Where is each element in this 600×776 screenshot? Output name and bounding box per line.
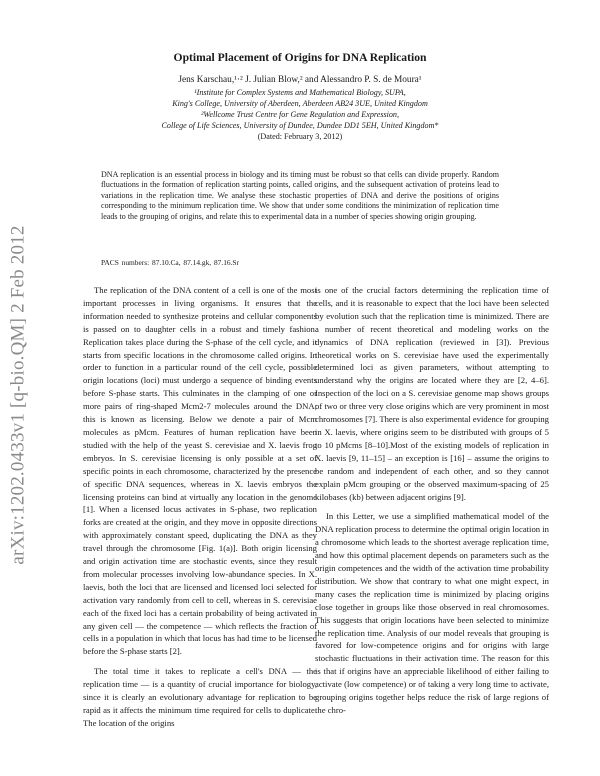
affiliation-line: ¹Institute for Complex Systems and Mathematical Biology, SUPA,: [194, 88, 406, 97]
paragraph: In this Letter, we use a simplified mathematical model of the DNA replication process to determine the optimal origin location in a chromosome which leads to the shortest average replication time, and how this optimal placement depends on parameters such as the origin competences and the width of the activation time probability distribution. We show that contrary to what one might expect, in many cases the replication time is minimized by placing origins close together in groups like those observed in real chromosomes. This suggests that origin locations have been selected to minimize the replication time. Analysis of our model reveals that grouping is favored for low-competence origins and for origins with large stochastic fluctuations in their activation time. The reason for this is that if origins have an appreciable likelihood of either failing to activate (low competence) or of taking a very long time to activate, grouping origins together helps reduce the risk of large regions of the chro-: [315, 511, 549, 715]
affiliation-line: ²Wellcome Trust Centre for Gene Regulation and Expression,: [200, 109, 399, 119]
paragraph: The replication of the DNA content of a cell is one of the most important processes in living organisms. It ensures that the information needed to synthesize proteins and cellular components is passed on to daughter cells in a robust and timely fashion. Replication takes place during the S-phase of the cell cycle, and it starts from specific locations in the chromosome called origins. In order to function in a particular round of the cell cycle, possible origin locations (loci) must undergo a sequence of binding events before S-phase starts. This culminates in the clamping of one or more pairs of ring-shaped Mcm2-7 molecules around the DNA; this is known as licensing. Below we denote a pair of Mcm molecules as pMcm. Features of human replication have been studied with the help of the yeast S. cerevisiae and X. laevis frog embryos. In S. cerevisiae licensing is only possible at a set of specific points in each chromosome, characterized by the presence of specific DNA sequences, whereas in X. laevis embryos the licensing proteins can bind at virtually any location in the genome [1]. When a licensed locus activates in S-phase, two replication forks are created at the origin, and they move in opposite directions with approximately constant speed, duplicating the DNA as they travel through the chromosome [Fig. 1(a)]. Both origin licensing and origin activation time are stochastic events, since they result from molecular processes involving low-abundance species. In X. laevis, both the loci that are licensed and licensed loci selected for activation vary randomly from cell to cell, whereas in S. cerevisiae each of the fixed loci has a certain probability of being activated in any given cell — the competence — which reflects the fraction of cells in a population in which that locus has had time to be licensed before the S-phase starts [2].: [83, 285, 317, 657]
paper-title: Optimal Placement of Origins for DNA Replication: [173, 51, 427, 64]
paragraph: The total time it takes to replicate a cell's DNA — the replication time — is a quantity of crucial importance for biology, since it is clearly an evolutionary advantage for replication to be rapid as it affects the minimum time required for cells to duplicate. The location of the origins: [83, 666, 317, 728]
paragraph: is one of the crucial factors determining the replication time of cells, and it is reasonable to expect that the loci have been selected by evolution such that the replication time is minimized. There are a number of recent theoretical and modeling works on the dynamics of DNA replication (reviewed in [3]). Previous theoretical works on S. cerevisiae have used the experimentally determined loci as given parameters, without attempting to understand why the origins are located where they are [2, 4–6]. Inspection of the loci on a S. cerevisiae genome map shows groups of two or three very close origins which are very prominent in most chromosomes [7]. There is also experimental evidence for grouping in X. laevis, where origins seem to be distributed with groups of 5 to 10 pMcms [8–10].Most of the existing models of replication in X. laevis [9, 11–15] – an exception is [16] – assume the origins to be random and independent of each other, and so they cannot explain pMcm grouping or the observed maximum-spacing of 25 kilobases (kb) between adjacent origins [9].: [315, 285, 549, 502]
abstract: DNA replication is an essential process in biology and its timing must be robust so that cells can divide properly. Random fluctuations in the formation of replication starting points, called origins, and the subsequent activation of proteins lead to variations in the replication time. We analyse these stochastic properties of DNA and derive the positions of origins corresponding to the minimum replication time. We show that under some conditions the minimization of replication time leads to the grouping of origins, and relate this to experimental data in a number of species showing origin grouping.: [101, 170, 499, 221]
body-column-right: [315, 284, 549, 717]
arxiv-sidebar-stamp: [3, 210, 35, 580]
affiliation-line: King's College, University of Aberdeen, Aberdeen AB24 3UE, United Kingdom: [172, 98, 428, 108]
pacs-numbers: PACS numbers: 87.10.Ca, 87.14.gk, 87.16.Sr: [101, 258, 240, 267]
affiliations: [60, 88, 540, 143]
dated-line: (Dated: February 3, 2012): [257, 131, 343, 141]
affiliation-line: College of Life Sciences, University of Dundee, Dundee DD1 5EH, United Kingdom*: [161, 120, 439, 130]
arxiv-identifier: arXiv:1202.0433v1 [q-bio.QM] 2 Feb 2012: [8, 225, 29, 565]
body-column-left: [83, 284, 317, 730]
author-list: Jens Karschau,¹·² J. Julian Blow,² and Alessandro P. S. de Moura¹: [178, 75, 422, 85]
